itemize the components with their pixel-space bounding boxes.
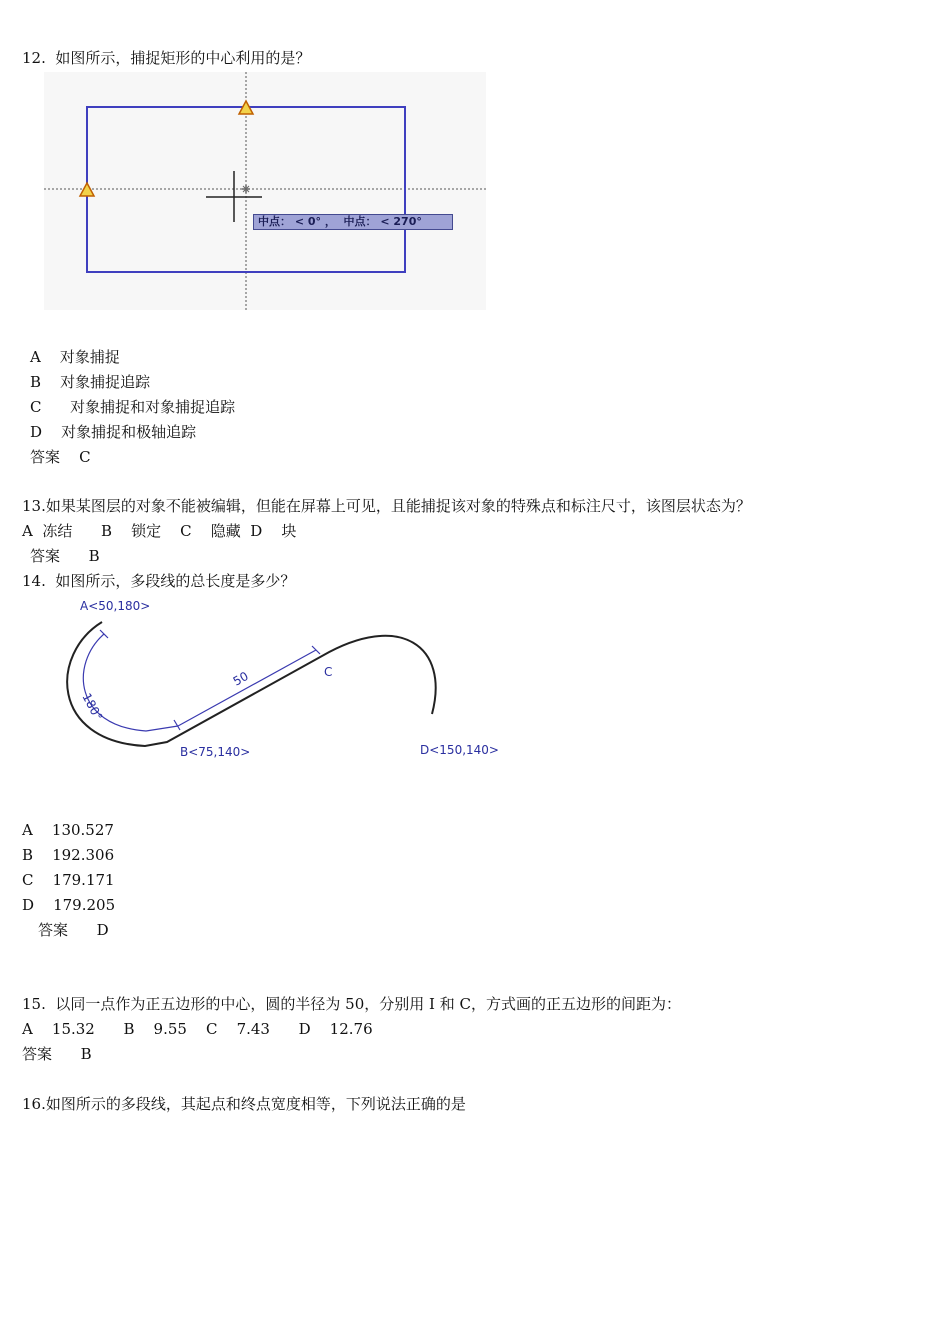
snap-center-icon (242, 185, 250, 193)
q15-answer: 答案 B (22, 1045, 92, 1063)
point-a-label: A<50,180> (80, 599, 151, 613)
snap-tooltip: 中点： < 0° ， 中点： < 270° (253, 214, 453, 230)
q12-figure (44, 72, 486, 310)
length-dimension-tick (312, 646, 320, 654)
q14-figure (40, 596, 520, 780)
q14-figure-svg (40, 596, 520, 780)
length-dimension-label: 50 (230, 668, 251, 689)
q12-question: 12. 如图所示，捕捉矩形的中心利用的是？ (22, 49, 311, 67)
q13-question: 13.如果某图层的对象不能被编辑，但能在屏幕上可见，且能捕捉该对象的特殊点和标注尺寸，该图层状态为？ (22, 497, 751, 515)
point-c-label: C (324, 665, 333, 679)
q13-options: A 冻结 B 锁定 C 隐藏 D 块 (22, 522, 297, 540)
q12-option-a: A 对象捕捉 (30, 348, 120, 366)
polyline-path (67, 622, 435, 746)
q14-option-a: A 130.527 (22, 821, 114, 839)
length-dimension-line (178, 650, 316, 726)
q12-option-c: C 对象捕捉和对象捕捉追踪 (30, 398, 236, 416)
q13-answer: 答案 B (30, 547, 100, 565)
point-b-label: B<75,140> (180, 745, 251, 759)
q15-question: 15. 以同一点作为正五边形的中心，圆的半径为 50，分别用 I 和 C，方式画的正五边形的间距为： (22, 995, 681, 1013)
q14-option-d: D 179.205 (22, 896, 116, 914)
angle-dimension-label: 180° (79, 690, 106, 723)
q15-options: A 15.32 B 9.55 C 7.43 D 12.76 (22, 1020, 373, 1038)
q16-question: 16.如图所示的多段线，其起点和终点宽度相等，下列说法正确的是 (22, 1095, 466, 1113)
q14-answer: 答案 D (38, 921, 109, 939)
q14-option-c: C 179.171 (22, 871, 115, 889)
q12-option-d: D 对象捕捉和极轴追踪 (30, 423, 197, 441)
q14-option-b: B 192.306 (22, 846, 115, 864)
q12-option-b: B 对象捕捉追踪 (30, 373, 151, 391)
q12-figure-svg (44, 72, 486, 310)
q12-answer: 答案 C (30, 448, 91, 466)
point-d-label: D<150,140> (420, 743, 499, 757)
q14-question: 14. 如图所示，多段线的总长度是多少？ (22, 572, 296, 590)
